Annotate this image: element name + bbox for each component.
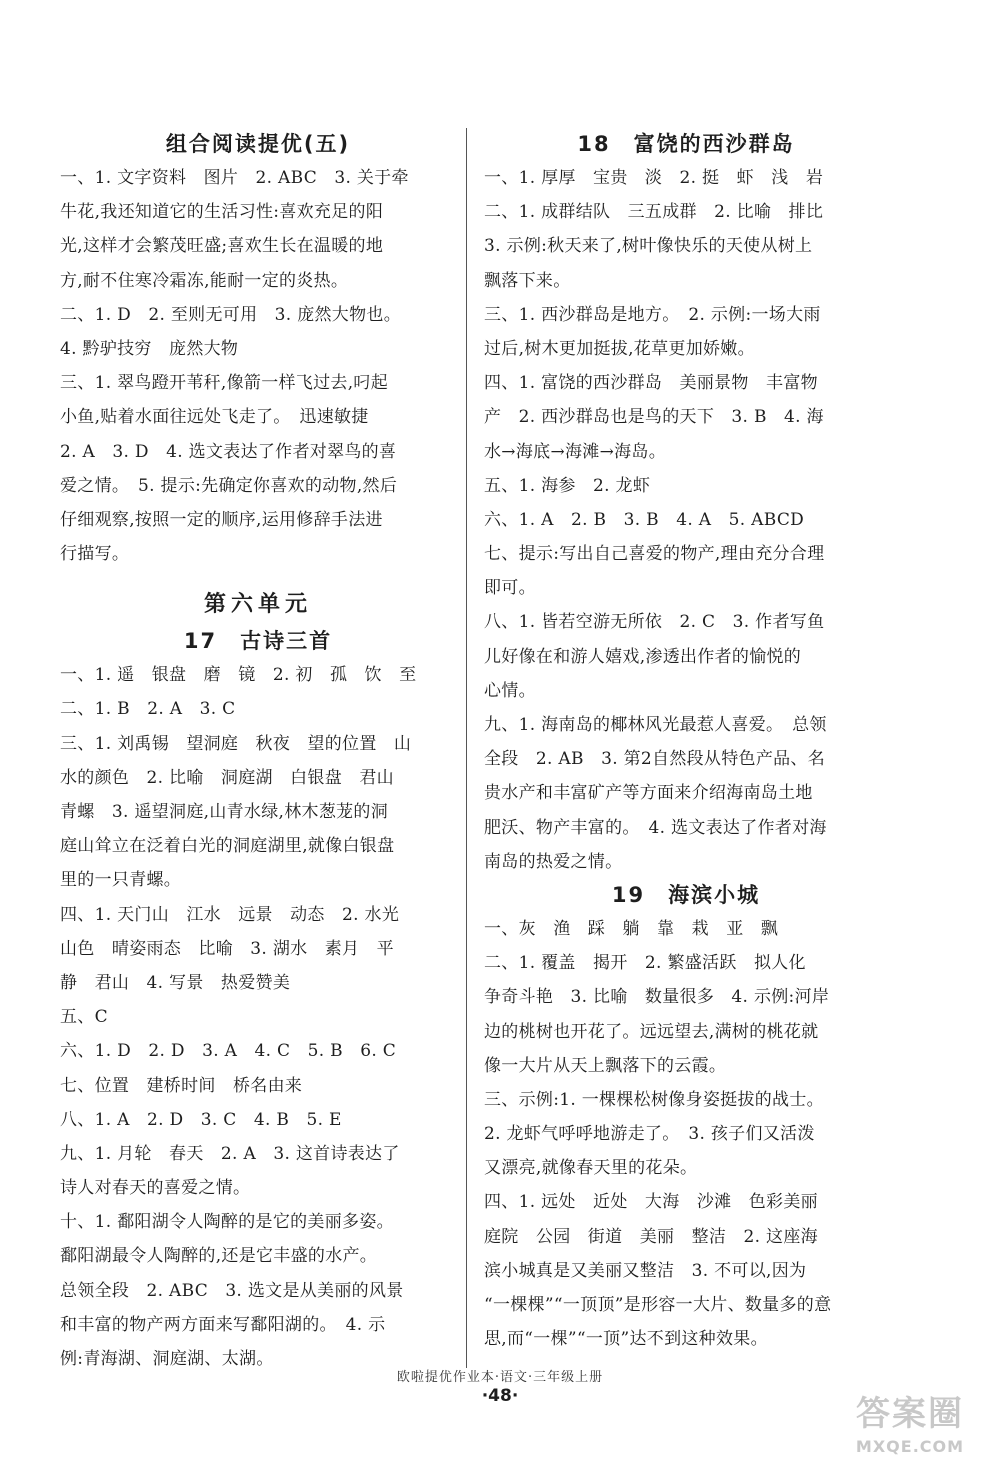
answer-line: 三、示例:1. 一棵棵松树像身姿挺拔的战士。 [484, 1089, 824, 1110]
answer-line: 即可。 [484, 578, 536, 599]
book-title-footer: 欧啦提优作业本·语文·三年级上册 [396, 1370, 604, 1385]
answer-line: 二、1. B 2. A 3. C [60, 699, 236, 720]
answer-line: 行描写。 [60, 544, 130, 565]
answer-line: 一、1. 文字资料 图片 2. ABC 3. 关于牵 [60, 168, 409, 188]
answer-line: 南岛的热爱之情。 [484, 851, 623, 872]
answer-line: 鄱阳湖最令人陶醉的,还是它丰盛的水产。 [60, 1246, 378, 1267]
answer-line: 总领全段 2. ABC 3. 选文是从美丽的风景 [60, 1280, 404, 1301]
answer-line: 一、1. 遥 银盘 磨 镜 2. 初 孤 饮 至 [60, 665, 417, 686]
answer-line: 九、1. 月轮 春天 2. A 3. 这首诗表达了 [60, 1143, 400, 1164]
answer-line: 静 君山 4. 写景 热爱赞美 [60, 972, 291, 993]
left-column [60, 128, 456, 1376]
answer-line: 思,而“一棵”“一顶”达不到这种效果。 [484, 1329, 768, 1350]
answer-line: 山色 晴姿雨态 比喻 3. 湖水 素月 平 [60, 938, 394, 959]
answer-line: 八、1. 皆若空游无所依 2. C 3. 作者写鱼 [484, 612, 825, 633]
answer-line: 4. 黔驴技穷 庞然大物 [60, 338, 239, 359]
answer-line: 例:青海湖、洞庭湖、太湖。 [60, 1349, 274, 1369]
answer-line: 四、1. 远处 近处 大海 沙滩 色彩美丽 [484, 1192, 818, 1213]
answer-line: 七、提示:写出自己喜爱的物产,理由充分合理 [484, 544, 825, 565]
answer-line: 和丰富的物产两方面来写鄱阳湖的。 4. 示 [60, 1314, 386, 1335]
answer-line: 二、1. 成群结队 三五成群 2. 比喻 排比 [484, 202, 824, 223]
answer-line: 爱之情。 5. 提示:先确定你喜欢的动物,然后 [60, 475, 398, 496]
page-number: ·48· [481, 1386, 519, 1406]
answer-line: 产 2. 西沙群岛也是鸟的天下 3. B 4. 海 [484, 407, 824, 428]
answer-line: 过后,树木更加挺拔,花草更加娇嫩。 [484, 338, 755, 359]
answer-line: 方,耐不住寒冷霜冻,能耐一定的炎热。 [60, 270, 349, 291]
watermark-logo [826, 1392, 994, 1466]
answer-line: 四、1. 富饶的西沙群岛 美丽景物 丰富物 [484, 373, 818, 394]
answer-line: 3. 示例:秋天来了,树叶像快乐的天使从树上 [484, 236, 813, 257]
answer-line: 二、1. D 2. 至则无可用 3. 庞然大物也。 [60, 304, 401, 325]
answer-line: 心情。 [484, 680, 536, 701]
answer-line: 又漂亮,就像春天里的花朵。 [484, 1158, 698, 1179]
answer-line: 九、1. 海南岛的椰林风光最惹人喜爱。 总领 [484, 715, 827, 735]
answer-line: 青螺 3. 遥望洞庭,山青水绿,林木葱茏的洞 [60, 802, 389, 822]
answer-line: 光,这样才会繁茂旺盛;喜欢生长在温暖的地 [60, 236, 384, 257]
answer-line: 五、C [60, 1007, 108, 1028]
answer-line: 三、1. 刘禹锡 望洞庭 秋夜 望的位置 山 [60, 733, 412, 754]
section-title: 18 富饶的西沙群岛 [577, 132, 795, 156]
answer-line: 边的桃树也开花了。远远望去,满树的桃花就 [484, 1021, 819, 1042]
answer-line: 八、1. A 2. D 3. C 4. B 5. E [60, 1109, 342, 1130]
answer-line: 诗人对春天的喜爱之情。 [60, 1178, 251, 1199]
answer-line: 里的一只青螺。 [60, 870, 182, 891]
answer-line: 四、1. 天门山 江水 远景 动态 2. 水光 [60, 904, 400, 925]
answer-line: 三、1. 翠鸟蹬开苇秆,像箭一样飞过去,叼起 [60, 373, 389, 394]
answer-line: 滨小城真是又美丽又整洁 3. 不可以,因为 [484, 1260, 807, 1281]
answer-line: 2. A 3. D 4. 选文表达了作者对翠鸟的喜 [60, 441, 397, 462]
section-body [484, 161, 888, 879]
answer-line: 庭山耸立在泛着白光的洞庭湖里,就像白银盘 [60, 836, 395, 857]
answer-line: 六、1. D 2. D 3. A 4. C 5. B 6. C [60, 1041, 397, 1062]
answer-line: 一、灰 渔 踩 躺 靠 栽 亚 飘 [484, 918, 779, 939]
answer-line: 二、1. 覆盖 揭开 2. 繁盛活跃 拟人化 [484, 953, 806, 974]
section-title: 17 古诗三首 [183, 629, 333, 654]
answer-line: 飘落下来。 [484, 270, 571, 291]
answer-line: 水→海底→海滩→海岛。 [484, 441, 667, 462]
section-body [60, 161, 456, 571]
right-column [484, 128, 888, 1356]
answer-line: 2. 龙虾气呼呼地游走了。 3. 孩子们又活泼 [484, 1124, 815, 1145]
answer-line: 贵水产和丰富矿产等方面来介绍海南岛土地 [484, 783, 813, 804]
answer-line: 像一大片从天上飘落下的云霞。 [484, 1055, 727, 1076]
section-body [60, 658, 456, 1376]
answer-line: 肥沃、物产丰富的。 4. 选文表达了作者对海 [484, 817, 827, 838]
answer-line: 十、1. 鄱阳湖令人陶醉的是它的美丽多姿。 [60, 1212, 394, 1233]
section-title: 组合阅读提优(五) [165, 132, 351, 156]
column-divider [466, 128, 467, 1368]
answer-line: 小鱼,贴着水面往远处飞走了。 迅速敏捷 [60, 407, 369, 428]
answer-line: 六、1. A 2. B 3. B 4. A 5. ABCD [484, 509, 805, 530]
answer-line: 儿好像在和游人嬉戏,渗透出作者的愉悦的 [484, 646, 802, 667]
answer-line: 一、1. 厚厚 宝贵 淡 2. 挺 虾 浅 岩 [484, 168, 824, 188]
unit-title: 第六单元 [203, 592, 312, 618]
answer-line: 三、1. 西沙群岛是地方。 2. 示例:一场大雨 [484, 304, 821, 325]
section-title: 19 海滨小城 [611, 882, 761, 907]
watermark-url: MXQE.COM [855, 1437, 965, 1456]
answer-line: 庭院 公园 街道 美丽 整洁 2. 这座海 [484, 1226, 818, 1247]
answer-line: 水的颜色 2. 比喻 洞庭湖 白银盘 君山 [60, 767, 394, 788]
answer-line: 仔细观察,按照一定的顺序,运用修辞手法进 [60, 509, 383, 530]
answer-line: 牛花,我还知道它的生活习性:喜欢充足的阳 [60, 202, 384, 223]
watermark-logo-text: 答案圈 [856, 1394, 964, 1434]
answer-line: 全段 2. AB 3. 第2自然段从特色产品、名 [484, 749, 826, 770]
answer-line: 五、1. 海参 2. 龙虾 [484, 475, 651, 496]
answer-line: 争奇斗艳 3. 比喻 数量很多 4. 示例:河岸 [484, 987, 830, 1008]
answer-line: 七、位置 建桥时间 桥名由来 [60, 1075, 303, 1096]
answer-line: “一棵棵”“一顶顶”是形容一大片、数量多的意 [484, 1295, 832, 1315]
section-body [484, 912, 888, 1356]
